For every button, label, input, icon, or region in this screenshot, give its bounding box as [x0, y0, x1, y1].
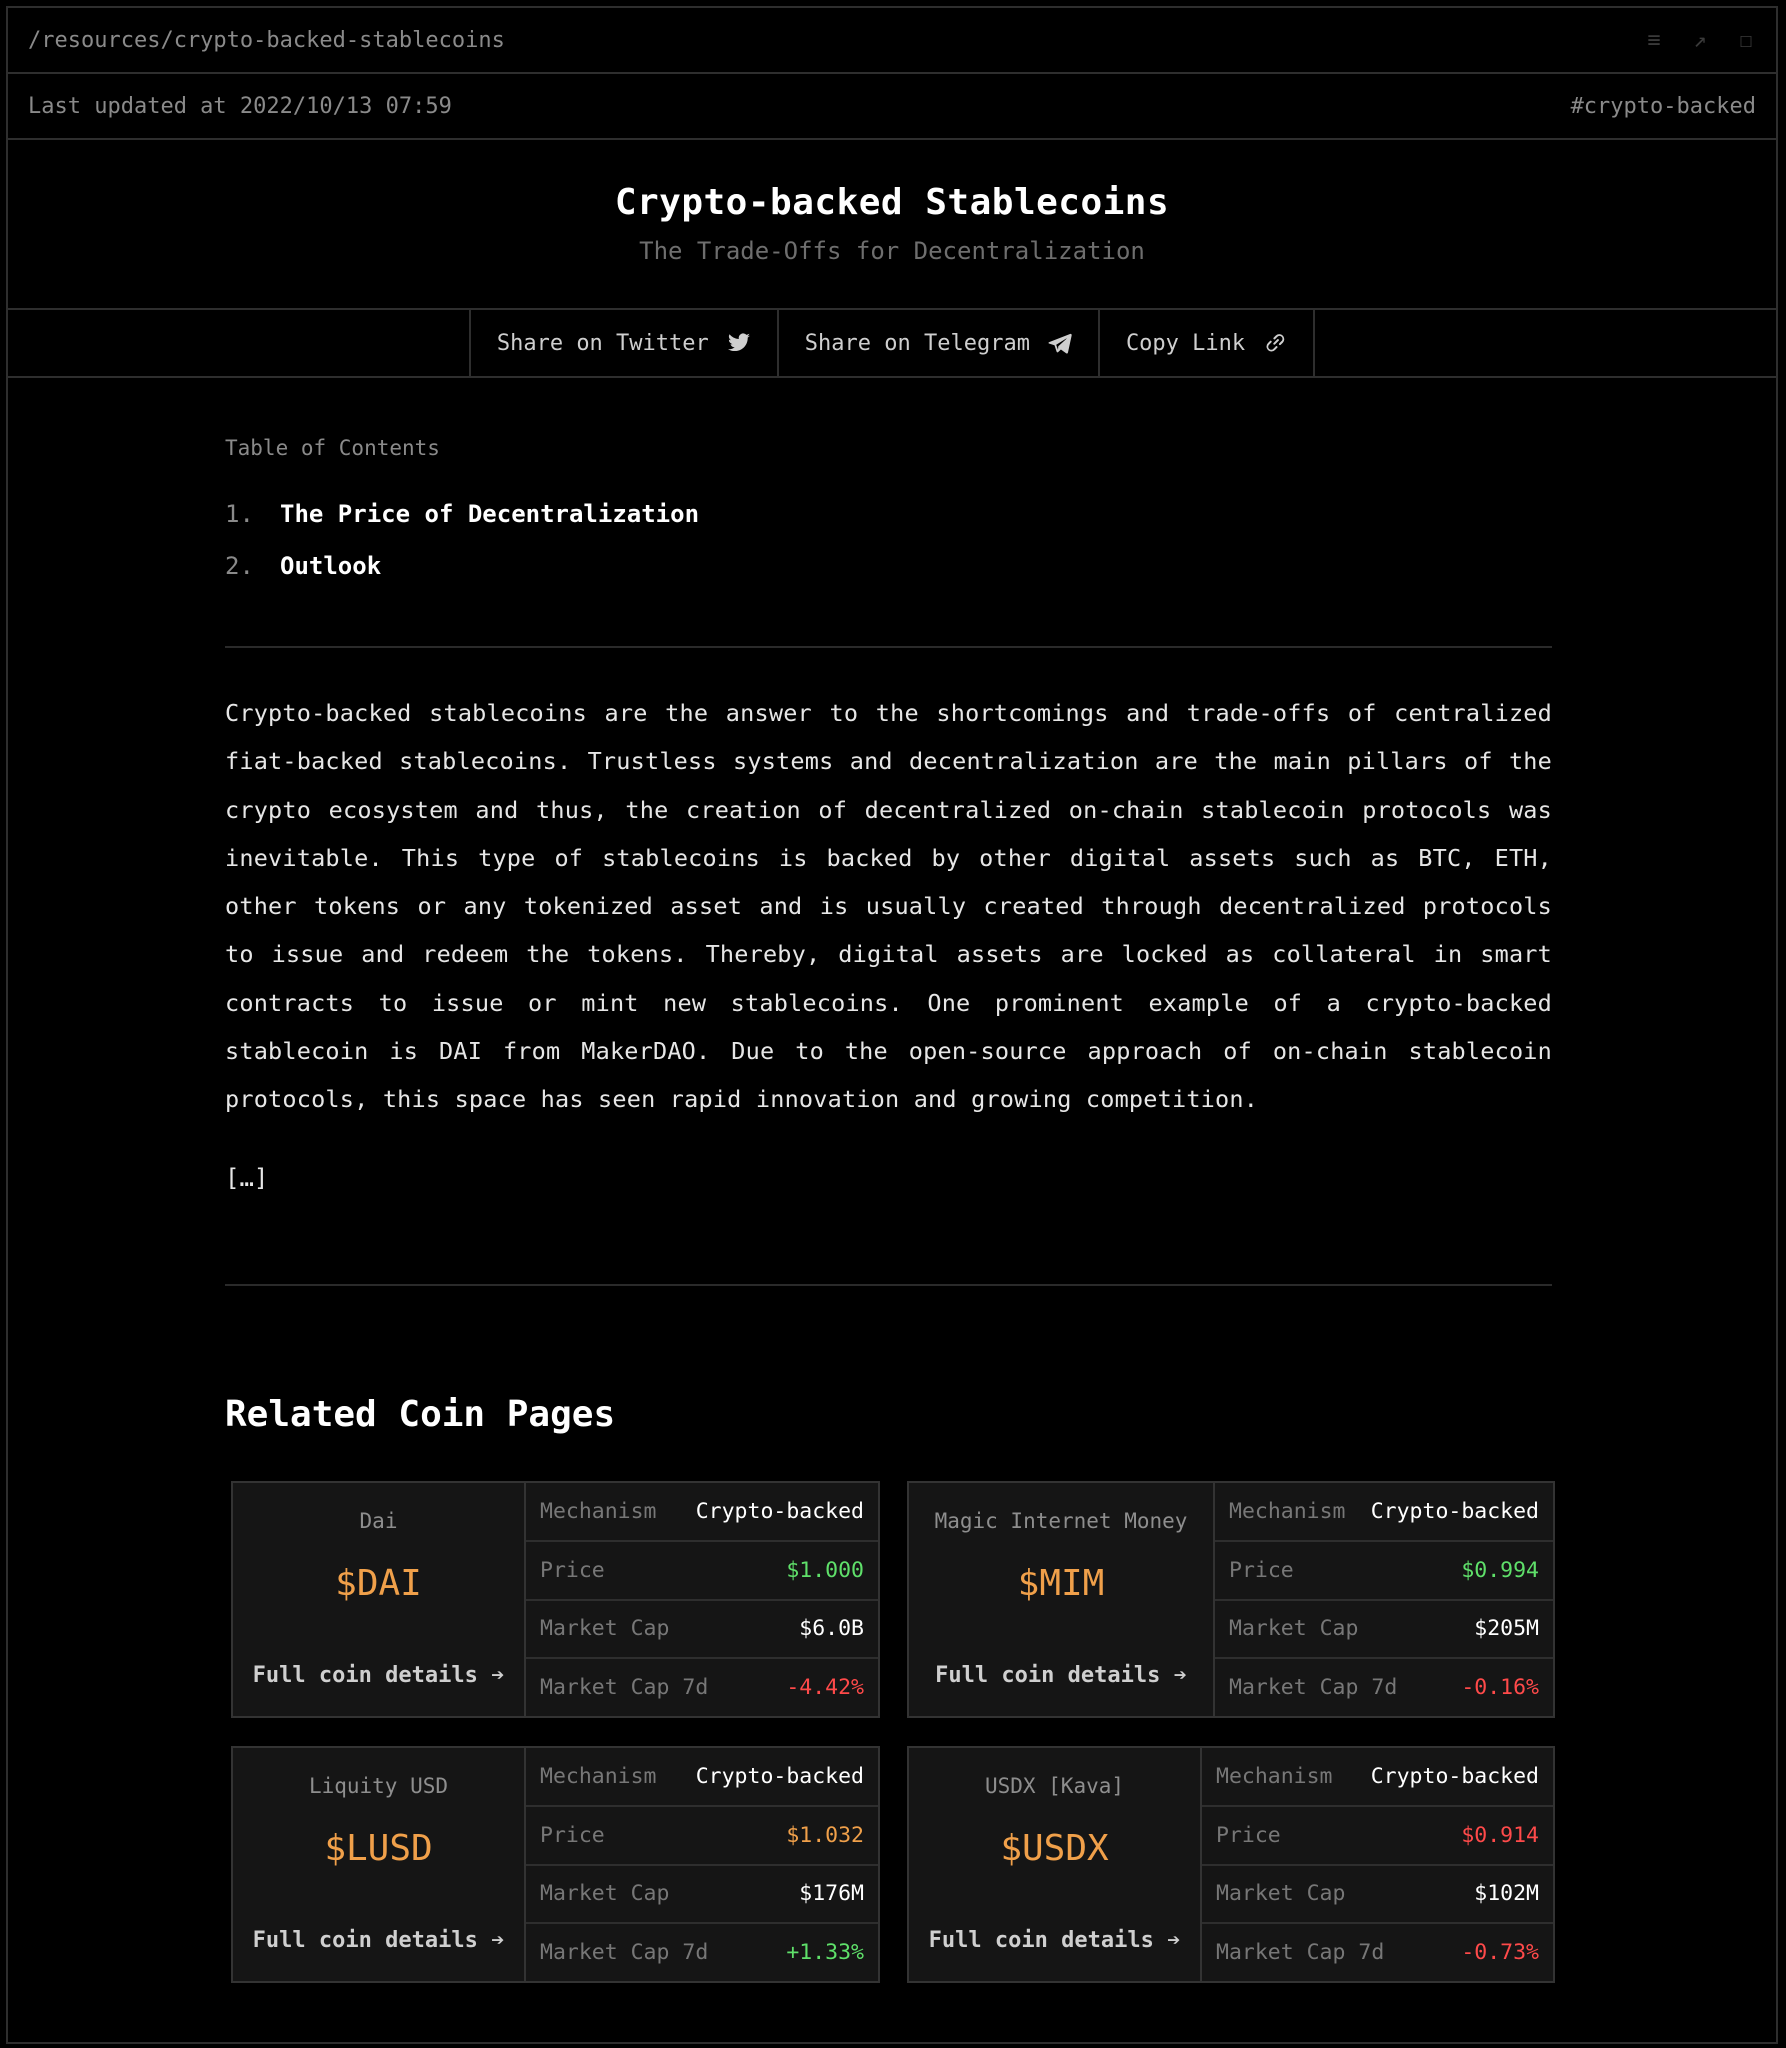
stat-row-market-cap: [526, 1601, 878, 1660]
stat-value: -0.73%: [1461, 1940, 1539, 1966]
stat-value: $1.032: [786, 1822, 864, 1848]
stat-value: Crypto-backed: [695, 1498, 864, 1524]
share-telegram-button[interactable]: [779, 310, 1100, 376]
stat-row-mechanism: [1202, 1748, 1553, 1807]
coin-summary: [233, 1748, 526, 1981]
stat-label: Price: [540, 1822, 605, 1848]
stat-row-mechanism: [1215, 1483, 1553, 1542]
toc-link-price-of-decentralization[interactable]: The Price of Decentralization: [280, 500, 700, 528]
resource-path: /resources/crypto-backed-stablecoins: [28, 27, 505, 53]
coin-name: Liquity USD: [308, 1774, 449, 1798]
stat-value: Crypto-backed: [1370, 1498, 1539, 1524]
share-twitter-button[interactable]: [471, 310, 779, 376]
stat-label: Market Cap: [540, 1881, 670, 1907]
stat-row-price: [1215, 1542, 1553, 1601]
toc-title: Table of Contents: [225, 436, 440, 460]
share-telegram-label: Share on Telegram: [804, 330, 1030, 356]
copy-link-label: Copy Link: [1125, 330, 1246, 356]
full-coin-details-link[interactable]: Full coin details ➔: [928, 1928, 1181, 1953]
stat-value: $0.914: [1461, 1822, 1539, 1848]
coin-card-dai: [231, 1481, 880, 1718]
share-twitter-label: Share on Twitter: [496, 330, 709, 356]
coin-ticker: $DAI: [335, 1563, 422, 1604]
stat-value: $205M: [1474, 1616, 1539, 1642]
stat-label: Price: [1229, 1557, 1294, 1583]
stat-row-market-cap-7d: [1202, 1924, 1553, 1981]
category-tag[interactable]: #crypto-backed: [1570, 93, 1756, 119]
coin-stats: [526, 1483, 878, 1716]
stat-row-mechanism: [526, 1748, 878, 1807]
stat-row-price: [1202, 1807, 1553, 1866]
full-coin-details-link[interactable]: Full coin details ➔: [252, 1928, 505, 1953]
stat-label: Mechanism: [540, 1763, 657, 1789]
toc-number: 1.: [225, 500, 254, 528]
stat-value: -0.16%: [1461, 1675, 1539, 1701]
stat-value: Crypto-backed: [1370, 1763, 1539, 1789]
coin-stats: [1215, 1483, 1553, 1716]
coin-name: USDX [Kava]: [984, 1774, 1125, 1798]
coin-ticker: $LUSD: [324, 1828, 433, 1869]
stat-value: $176M: [799, 1881, 864, 1907]
stat-label: Market Cap 7d: [540, 1940, 709, 1966]
article-content: [225, 420, 1552, 1435]
stat-row-market-cap-7d: [526, 1659, 878, 1716]
stat-label: Market Cap: [1216, 1881, 1346, 1907]
path-bar: [8, 8, 1776, 74]
window-controls: [1644, 28, 1756, 53]
divider: [225, 646, 1552, 648]
coin-ticker: $MIM: [1017, 1563, 1105, 1604]
coin-ticker: $USDX: [1000, 1828, 1109, 1869]
stat-value: Crypto-backed: [695, 1763, 864, 1789]
page-title: Crypto-backed Stablecoins: [614, 182, 1170, 223]
stat-label: Price: [1216, 1822, 1281, 1848]
link-icon: [1263, 331, 1287, 355]
telegram-icon: [1048, 331, 1072, 355]
coin-name: Magic Internet Money: [934, 1509, 1188, 1533]
article-paragraph: Crypto-backed stablecoins are the answer to the shortcomings and trade-offs of centralized fiat-backed stablecoins. Trustless systems and decentralization are the main pillars of the crypto ecosystem and thus, the creation of decentralized on-chain stablecoin protocols was inevitable. This type of stablecoins is backed by other digital assets such as BTC, ETH, other tokens or any tokenized asset and is usually created through decentralized protocols to issue and redeem the tokens. Thereby, digital assets are locked as collateral in smart contracts to issue or mint new stablecoins. One prominent example of a crypto-backed stablecoin is DAI from MakerDAO. Due to the open-source approach of on-chain stablecoin protocols, this space has seen rapid innovation and growing competition.: [225, 699, 1552, 1114]
coin-stats: [1202, 1748, 1553, 1981]
coin-summary: [233, 1483, 526, 1716]
last-updated: Last updated at 2022/10/13 07:59: [28, 93, 452, 119]
divider: [225, 1284, 1552, 1286]
stat-row-market-cap: [1202, 1866, 1553, 1925]
full-coin-details-link[interactable]: Full coin details ➔: [935, 1663, 1187, 1688]
toc-item: [225, 540, 1552, 592]
copy-link-button[interactable]: [1100, 310, 1315, 376]
expand-icon[interactable]: ↗: [1693, 27, 1707, 53]
stat-value: $6.0B: [799, 1616, 864, 1642]
stat-row-price: [526, 1807, 878, 1866]
stat-row-price: [526, 1542, 878, 1601]
article-ellipsis: […]: [225, 1163, 269, 1192]
coin-stats: [526, 1748, 878, 1981]
stat-value: $1.000: [786, 1557, 864, 1583]
stat-label: Price: [540, 1557, 605, 1583]
stat-row-mechanism: [526, 1483, 878, 1542]
stat-label: Mechanism: [1216, 1763, 1333, 1789]
toc-link-outlook[interactable]: Outlook: [280, 552, 382, 580]
stat-row-market-cap: [526, 1866, 878, 1925]
stat-row-market-cap-7d: [526, 1924, 878, 1981]
coin-name: Dai: [359, 1509, 398, 1533]
toc-number: 2.: [225, 552, 254, 580]
share-bar: [8, 310, 1776, 378]
stat-label: Market Cap 7d: [1216, 1940, 1385, 1966]
coin-card-usdx: [907, 1746, 1555, 1983]
stat-value: -4.42%: [786, 1675, 864, 1701]
coin-card-lusd: [231, 1746, 880, 1983]
maximize-icon[interactable]: ☐: [1739, 27, 1753, 53]
stat-label: Market Cap 7d: [1229, 1675, 1398, 1701]
stat-label: Mechanism: [1229, 1498, 1346, 1524]
coin-summary: [909, 1483, 1215, 1716]
share-group: [469, 310, 1315, 376]
stat-row-market-cap: [1215, 1601, 1553, 1660]
stat-value: $102M: [1474, 1881, 1539, 1907]
full-coin-details-link[interactable]: Full coin details ➔: [252, 1663, 505, 1688]
stat-value: +1.33%: [786, 1940, 864, 1966]
toc-item: [225, 488, 1552, 540]
stat-label: Mechanism: [540, 1498, 657, 1524]
meta-bar: [8, 74, 1776, 140]
twitter-icon: [727, 331, 751, 355]
coin-summary: [909, 1748, 1202, 1981]
page-subtitle: The Trade-Offs for Decentralization: [639, 237, 1145, 265]
stat-label: Market Cap 7d: [540, 1675, 709, 1701]
stat-value: $0.994: [1461, 1557, 1539, 1583]
toc-list: [225, 488, 1552, 592]
stat-label: Market Cap: [1229, 1616, 1359, 1642]
coin-card-mim: [907, 1481, 1555, 1718]
menu-icon[interactable]: ≡: [1647, 27, 1661, 53]
page-header: [8, 140, 1776, 310]
stat-row-market-cap-7d: [1215, 1659, 1553, 1716]
stat-label: Market Cap: [540, 1616, 670, 1642]
related-coins-title: Related Coin Pages: [225, 1393, 616, 1435]
